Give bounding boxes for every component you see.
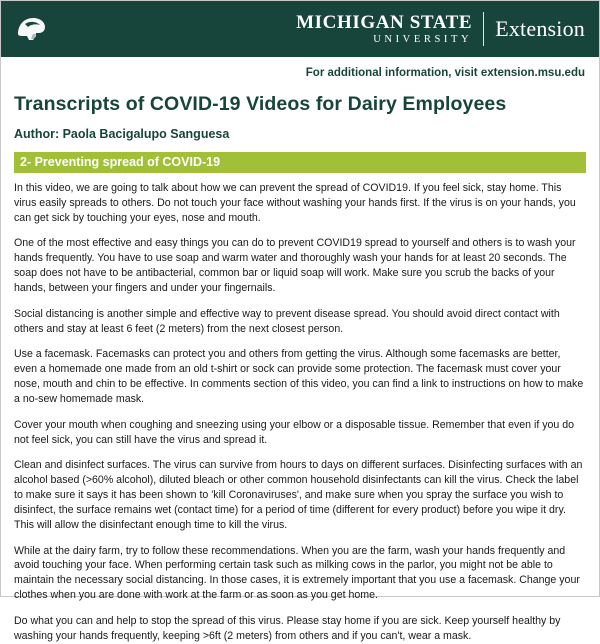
brand-university-text: UNIVERSITY [373,33,473,45]
msu-spartan-helmet-icon [11,9,51,49]
brand-header [1,1,599,57]
brand-lockup [296,12,585,46]
paragraph: Social distancing is another simple and effective way to prevent disease spread. You should avoid direct contact with others and stay at least 6 feet (2 meters) from the next closest person. [14,307,560,335]
paragraph: One of the most effective and easy things you can do to prevent COVID19 spread to yourself and others is to wash your hands frequently. You have to use soap and warm water and thoroughly wash your hands for at least 20 seconds. The soap does not have to be antibacterial, common bar or liquid soap will work. Make sure you scrub the backs of your hands, between your fingers and under your fingernails. [14,237,576,294]
brand-university-block [296,13,472,45]
paragraph: Clean and disinfect surfaces. The virus can survive from hours to days on different surfaces. Disinfecting surfaces with an alcohol based (>60% alcohol), diluted bleach or other common household disinfectants can kill the virus. Check the label to make sure it says it has been shown to 'kill Coronaviruses', and make sure when you spray the surface you wish to disinfect, the surface remains wet (contact time) for a period of time (different for every product) before you wipe it dry. This will allow the disinfectant enough time to kill the virus. [14,459,583,531]
paragraph: Use a facemask. Facemasks can protect you and others from getting the virus. Although some facemasks are better, even a homemade one made from an old t-shirt or sock can provide some protection. The facemask must cover your nose, mouth and chin to be effective. In comments section of this video, you can find a link to instructions on how to make a no-sew homemade mask. [14,348,584,405]
transcript-body [14,181,586,644]
brand-msu-text: MICHIGAN STATE [296,12,473,34]
additional-information-line: For additional information, visit extension.msu.edu [305,67,585,79]
paragraph: Cover your mouth when coughing and sneezing using your elbow or a disposable tissue. Remember that even if you do not feel sick, you can still have the virus and spread it. [14,418,575,446]
brand-extension-text: Extension [495,16,585,41]
section-heading: 2- Preventing spread of COVID-19 [14,152,586,173]
paragraph: Do what you can and help to stop the spread of this virus. Please stay home if you are sick. Keep yourself healthy by washing your hands frequently, keeping >6ft (2 meters) from others and if you can't, wear a mask. [14,614,561,642]
page-title: Transcripts of COVID-19 Videos for Dairy Employees [14,93,507,115]
brand-divider [483,12,484,46]
paragraph: While at the dairy farm, try to follow these recommendations. When you are the farm, wash your hands frequently and avoid touching your face. When performing certain task such as milking cows in the parlor, you might not be able to maintain the necessary social distancing. In those cases, it is extremely important that you use a facemask. Change your clothes when you are done with work at the farm or as soon as you get home. [14,544,580,602]
author-line: Author: Paola Bacigalupo Sanguesa [14,127,230,141]
document-content [1,93,599,644]
paragraph: In this video, we are going to talk about how we can prevent the spread of COVID19. If you feel sick, stay home. This virus easily spreads to others. Do not touch your face without washing your hands first. If the virus is on your hands, you can get sick by touching your eyes, nose and mouth. [14,182,576,224]
